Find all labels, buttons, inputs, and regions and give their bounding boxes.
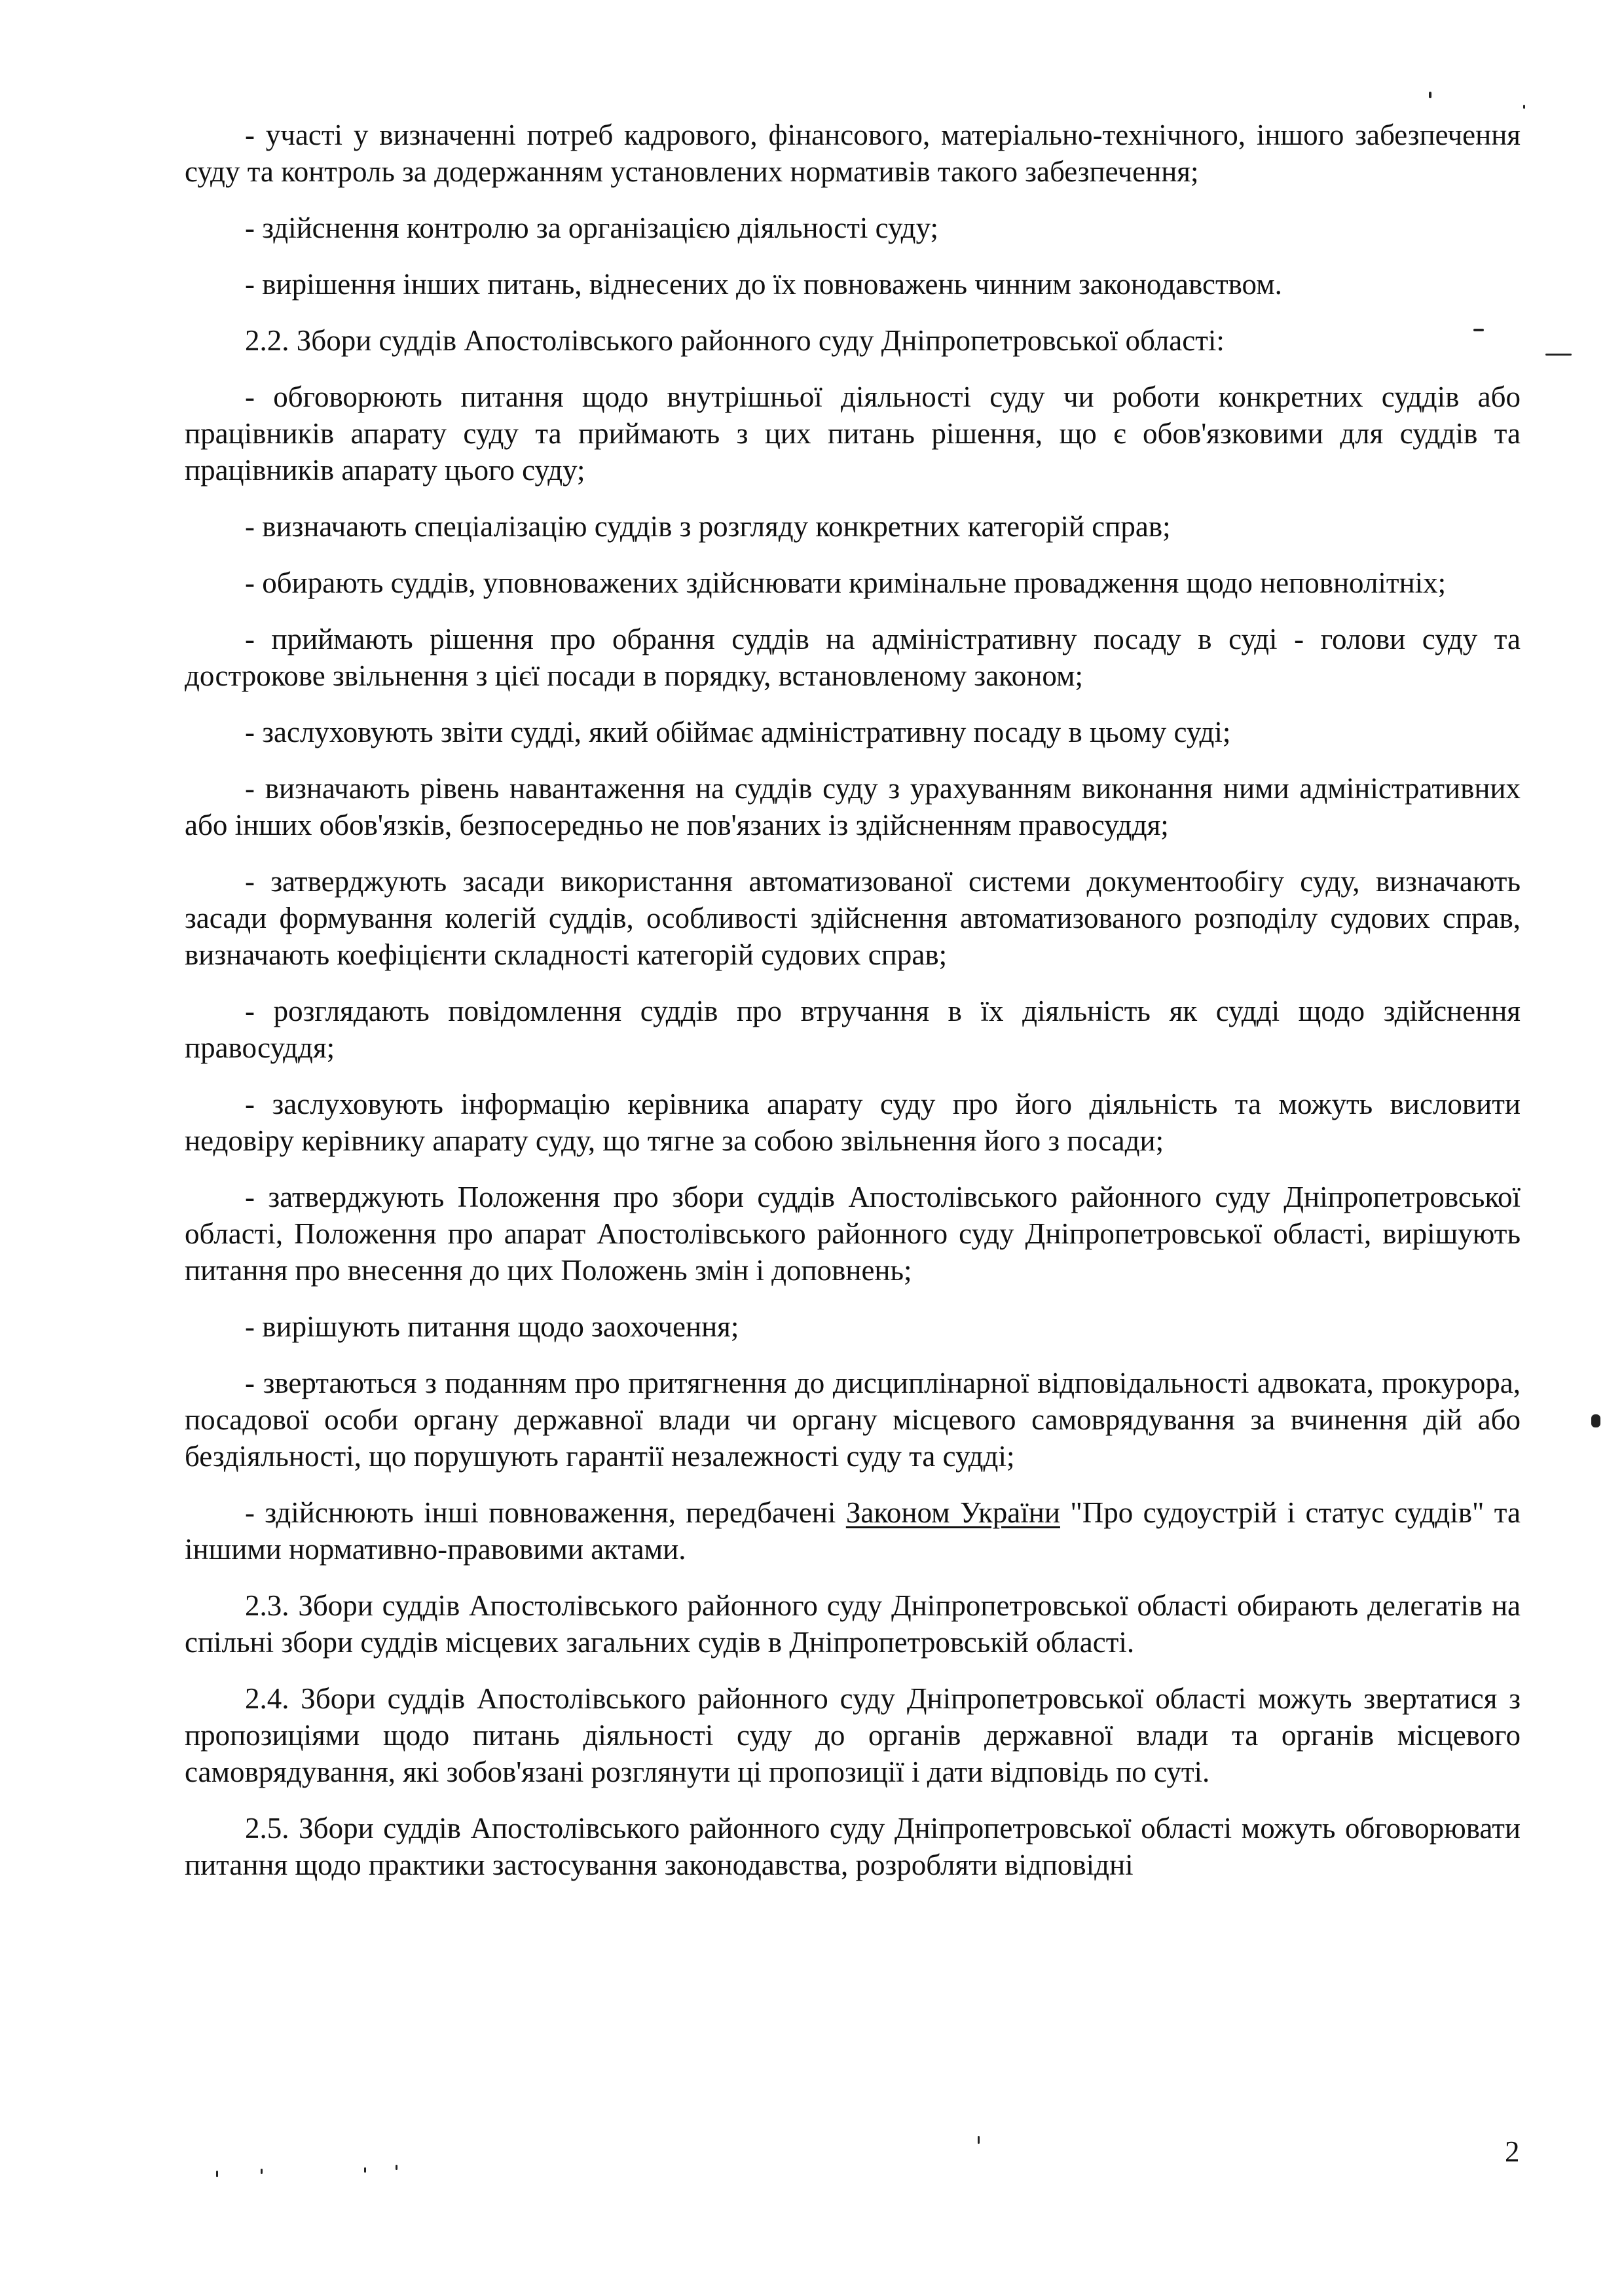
paragraph-avtomatyzovana-systema: - затверджують засади використання автоматизованої системи документообігу суду, визначають засади формування колегій суддів, особливості здійснення автоматизованого розподілу судових справ, визначають коефіцієнти складності категорій судових справ; [185,865,1521,971]
section-2-4: 2.4. Збори суддів Апостолівського районного суду Дніпропетровської області можуть звертатися з пропозиціями щодо питань діяльності суду до органів державної влади та органів місцевого самоврядування, які зобов'язані розглянути ці пропозиції і дати відповідь по суті. [185,1682,1521,1788]
paragraph-kerivnyk-aparatu: - заслуховують інформацію керівника апарату суду про його діяльність та можуть висловити недовіру керівнику апарату суду, що тягне за собою звільнення його з посади; [185,1088,1521,1157]
paragraph-vtruchannia: - розглядають повідомлення суддів про втручання в їх діяльність як судді щодо здійснення правосуддя; [185,995,1521,1064]
scan-speck [1473,329,1484,331]
paragraph-zvity-suddi: - заслуховують звіти судді, який обіймає адміністративну посаду в цьому суді; [245,716,1231,748]
paragraph-spetsializatsiia: - визначають спеціалізацію суддів з розгляду конкретних категорій справ; [245,510,1171,543]
paragraph-text-before-link: - здійснюють інші повноваження, передбачені [245,1496,846,1529]
section-2-2-heading: 2.2. Збори суддів Апостолівського районного суду Дніпропетровської області: [245,324,1225,357]
paragraph-zaokhochennia: - вирішують питання щодо заохочення; [245,1310,739,1343]
scan-speck [1429,92,1431,98]
section-2-3: 2.3. Збори суддів Апостолівського районного суду Дніпропетровської області обирають делегатів на спільні збори суддів місцевих загальних судів в Дніпропетровській області. [185,1589,1521,1659]
scan-speck [978,2136,980,2144]
scan-speck [1545,354,1572,356]
paragraph-obhovoriuiut: - обговорюють питання щодо внутрішньої діяльності суду чи роботи конкретних суддів або працівників апарату суду та приймають з цих питань рішення, що є обов'язковими для суддів та працівників апарату цього суду; [185,380,1521,487]
scan-speck [364,2167,366,2173]
page-number: 2 [1505,2135,1520,2168]
paragraph-dystsyplinarna: - звертаються з поданням про притягнення до дисциплінарної відповідальності адвоката, прокурора, посадової особи органу державної влади чи органу місцевого самоврядування за вчинення дій або бездіяльності, що порушують гарантії незалежності суду та судді; [185,1367,1521,1473]
scan-speck [396,2165,397,2170]
scan-speck [216,2171,218,2177]
document-page [185,117,1521,1903]
section-2-5: 2.5. Збори суддів Апостолівського районного суду Дніпропетровської області можуть обговорювати питання щодо практики застосування законодавства, розробляти відповідні [185,1812,1521,1881]
paragraph-text-after-link: "Про судоустрій і статус суддів" та іншими нормативно-правовими актами. [185,1496,1521,1566]
paragraph-polozhennia: - затверджують Положення про збори суддів Апостолівського районного суду Дніпропетровської області, Положення про апарат Апостолівського районного суду Дніпропетровської області, вирішують питання про внесення до цих Положень змін і доповнень; [185,1181,1521,1287]
paragraph-inshi-povnovazhennia [185,1494,1521,1568]
paragraph-obrannia-holovy: - приймають рішення про обрання суддів на адміністративну посаду в суді - голови суду та дострокове звільнення з цієї посади в порядку, встановленому законом; [185,623,1521,692]
paragraph-nepovnolitni: - обирають суддів, уповноважених здійснювати кримінальне провадження щодо неповнолітніх; [245,566,1447,599]
law-of-ukraine-link[interactable]: Законом України [845,1496,1060,1529]
paragraph-inshi-pytannia: - вирішення інших питань, віднесених до їх повноважень чинним законодавством. [245,268,1282,301]
paragraph-kontrol-organizatsii: - здійснення контролю за організацією діяльності суду; [245,211,938,244]
paragraph-kadrove-zabezpechennia: - участі у визначенні потреб кадрового, фінансового, матеріально-технічного, іншого забезпечення суду та контроль за додержанням установлених нормативів такого забезпечення; [185,119,1521,188]
scan-speck [1591,1414,1600,1427]
paragraph-navantazhennia: - визначають рівень навантаження на суддів суду з урахуванням виконання ними адміністративних або інших обов'язків, безпосередньо не пов'язаних із здійсненням правосуддя; [185,772,1521,841]
scan-speck [1523,105,1525,109]
scan-speck [261,2169,263,2174]
